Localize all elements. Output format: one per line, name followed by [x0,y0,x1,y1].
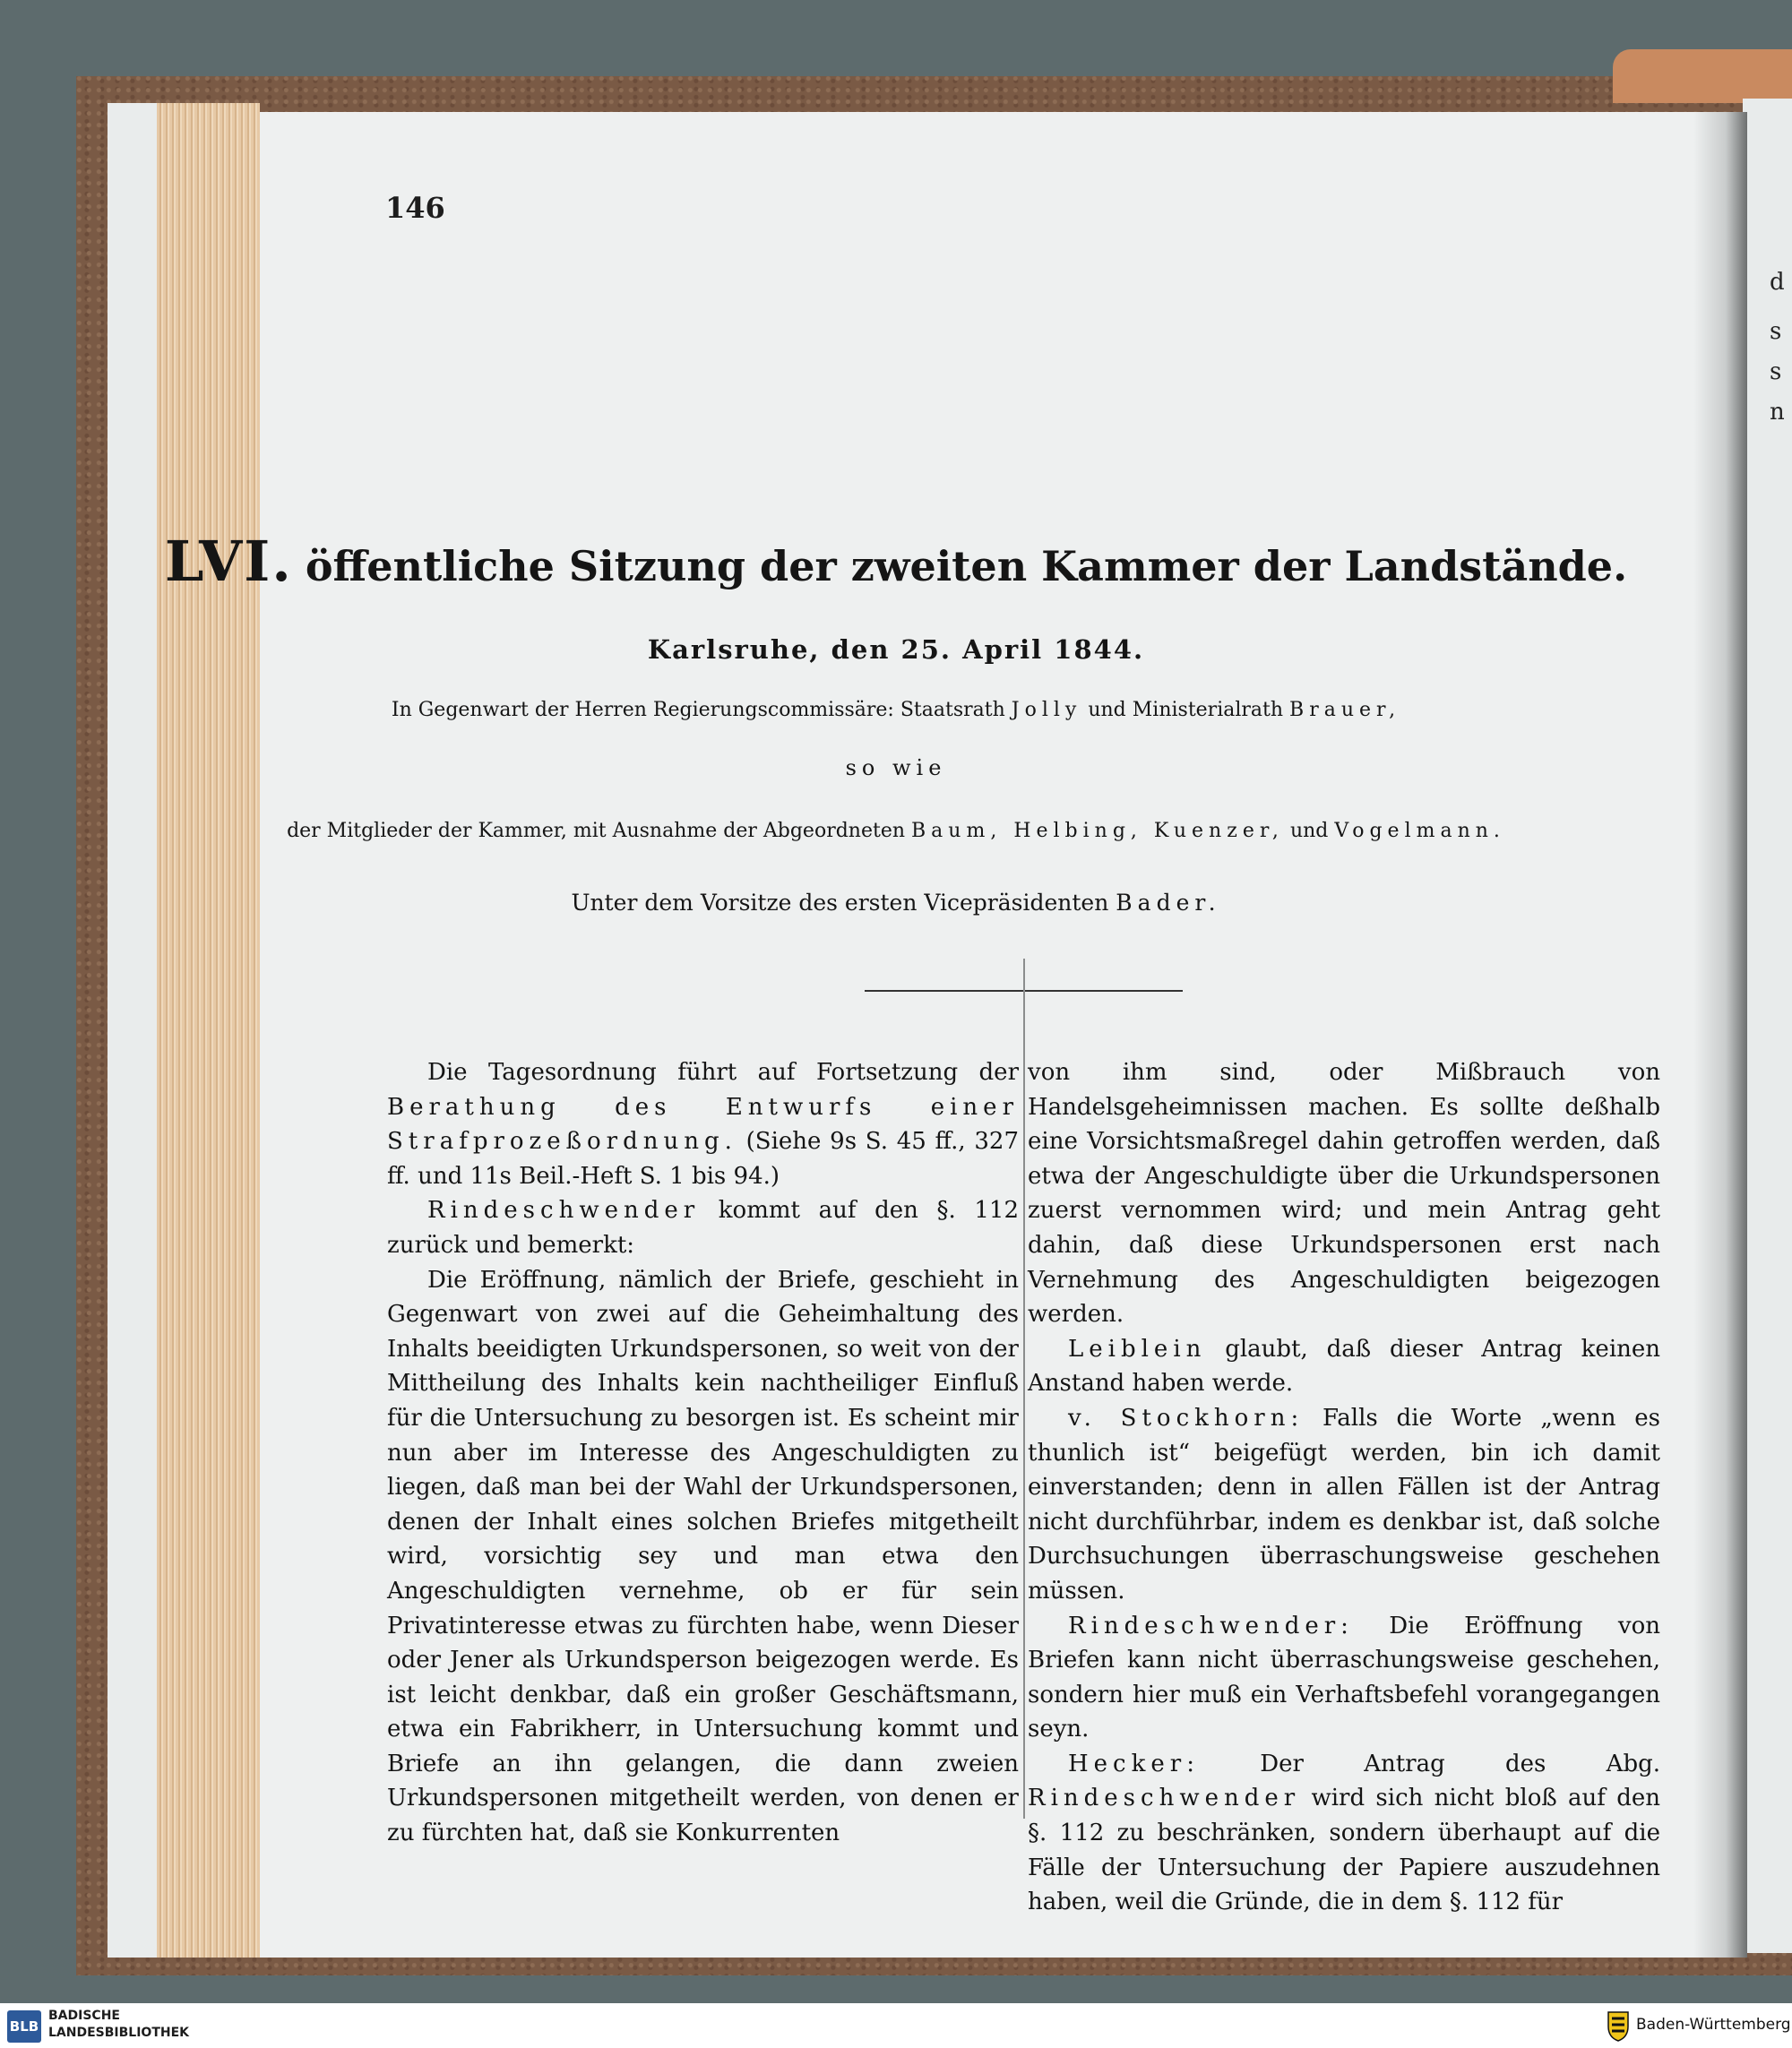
members-line [0,820,1792,842]
next-page-glyph: d [1770,269,1785,296]
next-page-edge [1743,99,1792,1953]
paragraph-text: (Siehe 9s S. 45 ff., 327 ff. und 11s Beil.-Heft S. 1 bis 94.) [387,1128,1020,1190]
paragraph [387,1193,1019,1262]
speaker-name: Rindeschwender [1028,1785,1301,1812]
presence-label: In Gegenwart der Herren Regierungscommissäre: [391,699,894,721]
page-stack-edges [157,103,260,1958]
session-date [0,634,1792,665]
speaker-name: Rindeschwender [427,1197,701,1225]
blb-logo[interactable]: BLB [7,2010,41,2043]
presence-title: Staatsrath [900,699,1005,721]
commissioner-name: Jolly [1011,699,1082,721]
paragraph-text: wird sich nicht bloß auf den §. 112 zu beschränken, sondern überhaupt auf die Fälle der Untersuchung der Papiere auszudehnen haben, weil die Gründe, die in dem §. 112 für [1028,1785,1660,1916]
speaker-name: v. Stockhorn: [1068,1404,1305,1432]
speaker-name: Leiblein [1068,1335,1207,1363]
paragraph-text: Die Tagesordnung führt auf Fortsetzung der [427,1059,1019,1086]
session-title [0,529,1792,594]
library-name[interactable] [48,2008,189,2042]
sowie-line: so wie [845,755,947,780]
vice-president-line [0,890,1792,916]
library-name-line: BADISCHE [48,2009,120,2023]
right-column [1028,1055,1660,1920]
presence-title: und Ministerialrath [1088,699,1284,721]
paragraph-text: Die Eröffnung von Briefen kann nicht überraschungsweise geschehen, sondern hier muß ein Verhaftsbefehl vorangegangen seyn. [1028,1612,1660,1743]
page-gutter [1693,112,1747,1958]
viewer-footer [0,2003,1792,2048]
session-date-text: den 25. April 1844. [831,634,1145,665]
next-page-glyph: n [1770,399,1785,426]
paragraph [1028,1609,1660,1747]
paragraph [1028,1401,1660,1609]
library-name-line: LANDESBIBLIOTHEK [48,2026,190,2040]
commissioner-name: Brauer, [1289,699,1401,721]
speaker-name: Rindeschwender: [1068,1612,1354,1639]
paragraph-text: Die Eröffnung, nämlich der Briefe, geschieht in Gegenwart von zwei auf die Geheimhaltung des Inhalts beeidigten Urkundspersonen, so weit von der Mittheilung des Inhalts kein nachtheiliger Einfluß für die Untersuchung zu besorgen ist. Es scheint mir nun aber im Interesse des Angeschuldigten zu liegen, daß man bei der Wahl der Urkundspersonen, denen der Inhalt eines solchen Briefes mitgetheilt wird, vorsichtig sey und man etwa den Angeschuldigten vernehme, ob er für sein Privatinteresse etwas zu fürchten habe, wenn Dieser oder Jener als Urkundsperson beigezogen werde. Es ist leicht denkbar, daß ein großer Geschäftsmann, etwa ein Fabrikherr, in Untersuchung kommt und Briefe an ihn gelangen, die dann zweien Urkundspersonen mitgetheilt werden, von denen er zu fürchten hat, daß sie Konkurrenten [387,1266,1019,1847]
column-divider [1023,959,1025,1819]
next-page-glyph: s [1770,358,1782,385]
vice-president-name: Bader. [1116,890,1221,916]
session-place: Karlsruhe, [647,634,821,665]
speaker-name: Hecker: [1068,1750,1200,1777]
presence-line [0,699,1792,721]
absent-members: Baum, Helbing, Kuenzer, [911,820,1284,842]
paragraph [1028,1747,1660,1920]
cover-corner [1613,49,1792,103]
agenda-item: Berathung des Entwurfs einer Strafprozeßordnung. [387,1093,1019,1156]
members-conjunction: und [1289,820,1329,842]
coat-of-arms-icon [1606,2009,1631,2043]
paragraph-text: kommt auf den §. 112 zurück und bemerkt: [387,1197,1019,1259]
paragraph [387,1263,1019,1851]
session-title-text: öffentliche Sitzung der zweiten Kammer der Landstände. [305,542,1628,590]
page-number: 146 [385,191,445,225]
members-label: der Mitglieder der Kammer, mit Ausnahme der Abgeordneten [287,820,906,842]
absent-members: Vogelmann. [1334,820,1505,842]
paragraph [1028,1055,1660,1332]
paragraph-text: glaubt, daß dieser Antrag keinen Anstand haben werde. [1028,1335,1661,1398]
paragraph [387,1055,1019,1193]
session-number: LVI. [164,529,293,594]
paragraph-text: von ihm sind, oder Mißbrauch von Handelsgeheimnissen machen. Es sollte deßhalb eine Vorsichtsmaßregel dahin getroffen werden, daß etwa der Angeschuldigte über die Urkundspersonen zuerst vernommen wird; und mein Antrag geht dahin, daß diese Urkundspersonen erst nach Vernehmung des Angeschuldigten beigezogen werden. [1028,1059,1660,1329]
left-column [387,1055,1019,1851]
paragraph-text: Der Antrag des Abg. [1260,1750,1661,1777]
state-name[interactable]: Baden-Württemberg [1636,2016,1791,2034]
vice-label: Unter dem Vorsitze des ersten Vicepräsidenten [571,890,1109,916]
paragraph-text: Falls die Worte „wenn es thunlich ist“ beigefügt werden, bin ich damit einverstanden; denn in allen Fällen ist der Antrag nicht durchführbar, indem es denkbar ist, daß solche Durchsuchungen überraschungsweise geschehen müssen. [1028,1404,1661,1605]
flyleaf-edge [108,103,161,1958]
next-page-glyph: s [1770,318,1782,345]
paragraph [1028,1332,1660,1401]
